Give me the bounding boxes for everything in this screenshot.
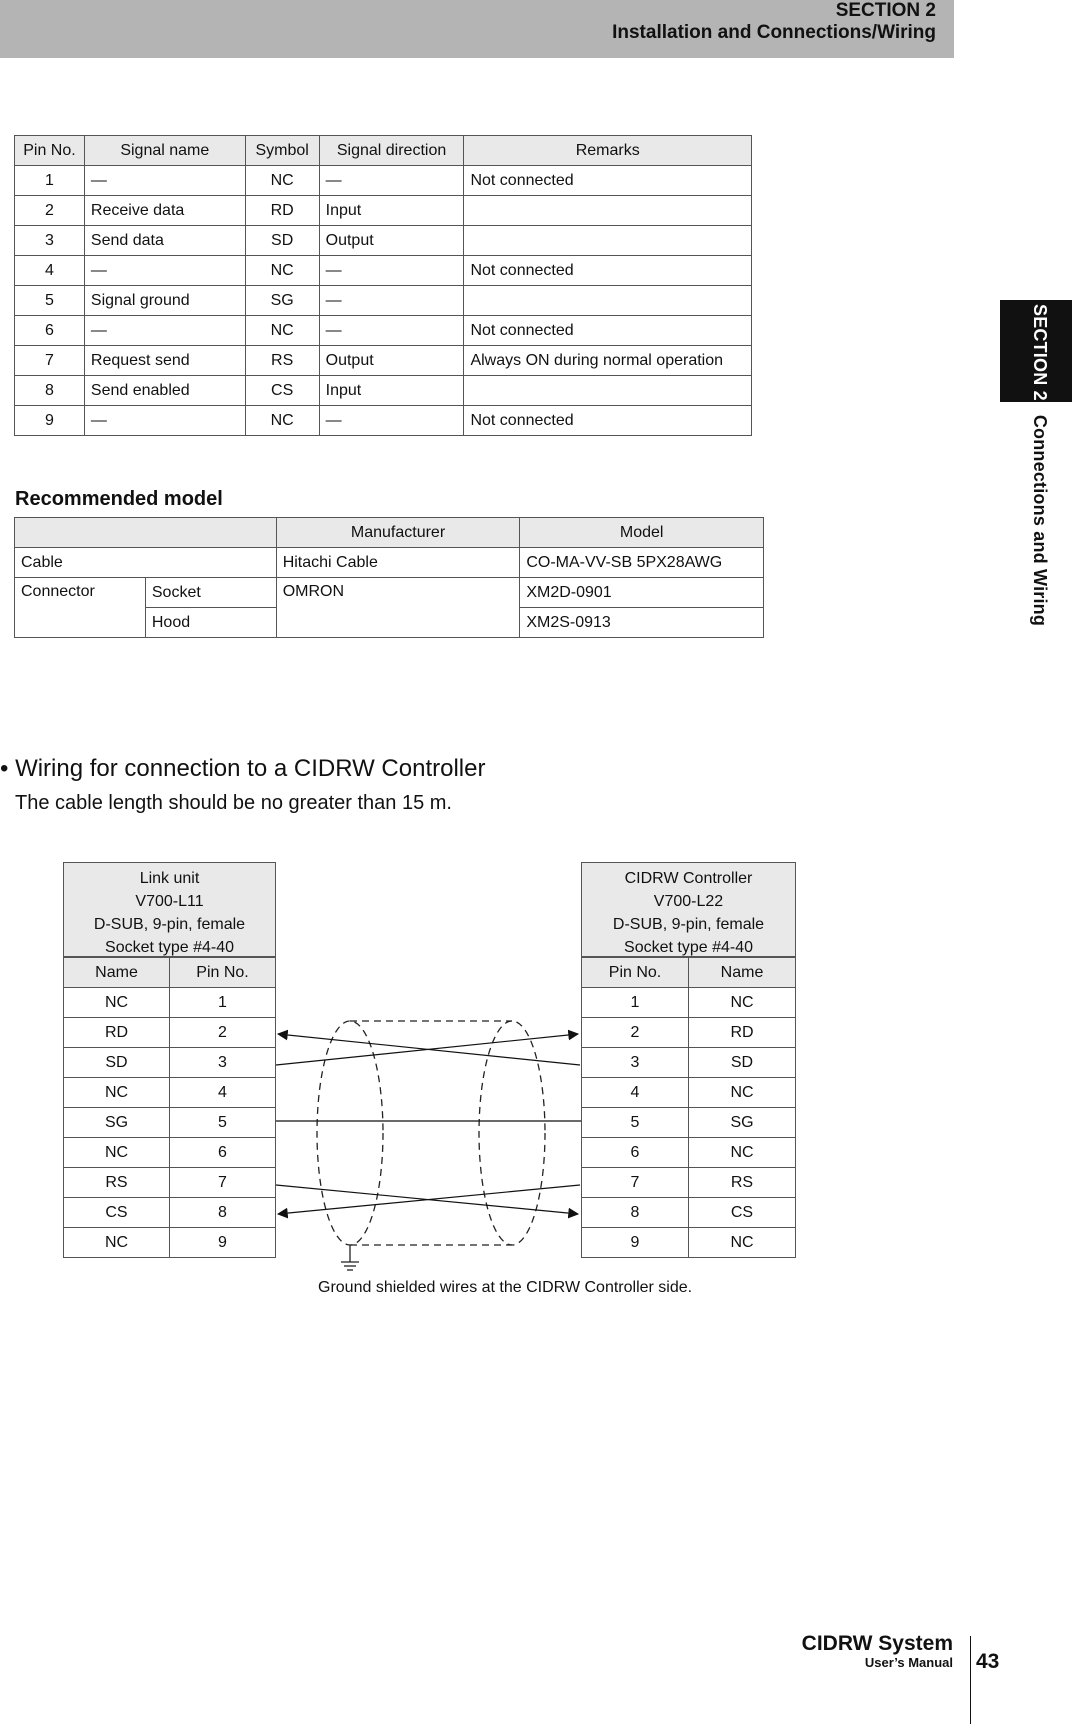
cell: 6 xyxy=(170,1138,276,1168)
cell: 2 xyxy=(170,1018,276,1048)
cell: 4 xyxy=(170,1078,276,1108)
socket-model: XM2D-0901 xyxy=(520,578,764,608)
cell: SG xyxy=(64,1108,170,1138)
cell: RS xyxy=(64,1168,170,1198)
header-line: D-SUB, 9-pin, female xyxy=(612,916,765,933)
cable-model: CO-MA-VV-SB 5PX28AWG xyxy=(520,548,764,578)
cell: SG xyxy=(689,1108,796,1138)
cell: Output xyxy=(319,346,464,376)
col-signal-name: Signal name xyxy=(84,136,245,166)
cell: 9 xyxy=(170,1228,276,1258)
cell: — xyxy=(84,406,245,436)
cell: Not connected xyxy=(464,166,752,196)
connector-maker: OMRON xyxy=(276,578,520,638)
cell: 7 xyxy=(582,1168,689,1198)
page-number: 43 xyxy=(976,1650,1000,1673)
cell: 4 xyxy=(15,256,85,286)
cell: CS xyxy=(689,1198,796,1228)
header-line: CIDRW Controller xyxy=(624,870,753,887)
col-pin-no: Pin No. xyxy=(15,136,85,166)
cable-maker: Hitachi Cable xyxy=(276,548,520,578)
cell: Receive data xyxy=(84,196,245,226)
cell: Not connected xyxy=(464,406,752,436)
cell: Request send xyxy=(84,346,245,376)
cell: NC xyxy=(64,1078,170,1108)
cell: — xyxy=(319,406,464,436)
ground-icon xyxy=(341,1245,359,1270)
col-model: Model xyxy=(520,518,764,548)
cell: NC xyxy=(689,1138,796,1168)
header-line: Link unit xyxy=(139,870,200,887)
header-line: Socket type #4-40 xyxy=(105,939,234,956)
cell: Input xyxy=(319,196,464,226)
cell: 1 xyxy=(582,988,689,1018)
cell: 3 xyxy=(582,1048,689,1078)
cell: RS xyxy=(689,1168,796,1198)
cell: — xyxy=(319,166,464,196)
cell: 8 xyxy=(582,1198,689,1228)
col-pin-no: Pin No. xyxy=(170,958,276,988)
cell: 2 xyxy=(15,196,85,226)
col-name: Name xyxy=(64,958,170,988)
col-manufacturer: Manufacturer xyxy=(276,518,520,548)
cell: 2 xyxy=(582,1018,689,1048)
cell: 6 xyxy=(15,316,85,346)
cell: 5 xyxy=(15,286,85,316)
cable-shield xyxy=(317,1021,545,1245)
cell: SD xyxy=(689,1048,796,1078)
cell: 1 xyxy=(170,988,276,1018)
side-tab-section: SECTION 2 xyxy=(1030,304,1050,401)
cell: CS xyxy=(245,376,319,406)
cell: Send data xyxy=(84,226,245,256)
hood-model: XM2S-0913 xyxy=(520,608,764,638)
cell: NC xyxy=(64,1228,170,1258)
cell: 3 xyxy=(15,226,85,256)
cell: NC xyxy=(689,1078,796,1108)
connector-label: Connector xyxy=(15,578,146,638)
cell: SG xyxy=(245,286,319,316)
wiring-subtitle: The cable length should be no greater than 15 m. xyxy=(15,792,452,814)
cell: 7 xyxy=(15,346,85,376)
cell: Send enabled xyxy=(84,376,245,406)
cell: NC xyxy=(64,1138,170,1168)
cell: 5 xyxy=(170,1108,276,1138)
header-line: Socket type #4-40 xyxy=(624,939,753,956)
ground-note: Ground shielded wires at the CIDRW Controller side. xyxy=(318,1279,693,1296)
cell: — xyxy=(319,316,464,346)
cell: — xyxy=(84,166,245,196)
cell: Signal ground xyxy=(84,286,245,316)
cell: Not connected xyxy=(464,256,752,286)
header-line: D-SUB, 9-pin, female xyxy=(93,916,246,933)
col-pin-no: Pin No. xyxy=(582,958,689,988)
cell: 1 xyxy=(15,166,85,196)
cell: Input xyxy=(319,376,464,406)
cell: RS xyxy=(245,346,319,376)
cell: — xyxy=(84,316,245,346)
col-remarks: Remarks xyxy=(464,136,752,166)
cell: RD xyxy=(245,196,319,226)
cell: — xyxy=(319,256,464,286)
socket-label: Socket xyxy=(145,578,276,608)
cell: NC xyxy=(64,988,170,1018)
cell: 5 xyxy=(582,1108,689,1138)
cell: NC xyxy=(245,166,319,196)
hood-label: Hood xyxy=(145,608,276,638)
footer-subtitle: User’s Manual xyxy=(864,1655,953,1670)
cell: — xyxy=(84,256,245,286)
col-signal-direction: Signal direction xyxy=(319,136,464,166)
cell: NC xyxy=(689,1228,796,1258)
cell: SD xyxy=(64,1048,170,1078)
cell: Not connected xyxy=(464,316,752,346)
cell: 9 xyxy=(582,1228,689,1258)
cell: 8 xyxy=(15,376,85,406)
cell: NC xyxy=(245,406,319,436)
cell: NC xyxy=(689,988,796,1018)
wiring-title: • Wiring for connection to a CIDRW Controller xyxy=(0,755,486,782)
header-title: Installation and Connections/Wiring xyxy=(612,22,936,43)
cell: 6 xyxy=(582,1138,689,1168)
header-section: SECTION 2 xyxy=(835,0,936,21)
cell: SD xyxy=(245,226,319,256)
cell: 9 xyxy=(15,406,85,436)
shield-right-ellipse xyxy=(479,1021,545,1245)
footer-divider xyxy=(970,1636,971,1724)
cell: RD xyxy=(689,1018,796,1048)
cable-label: Cable xyxy=(15,548,277,578)
cell: 7 xyxy=(170,1168,276,1198)
side-tab-label: Connections and Wiring xyxy=(1030,414,1050,627)
cell: 4 xyxy=(582,1078,689,1108)
cell: Always ON during normal operation xyxy=(464,346,752,376)
cell: NC xyxy=(245,256,319,286)
col-symbol: Symbol xyxy=(245,136,319,166)
header-line: V700-L22 xyxy=(653,893,724,910)
header-line: V700-L11 xyxy=(135,893,204,910)
cell: 3 xyxy=(170,1048,276,1078)
cell: NC xyxy=(245,316,319,346)
cell: 8 xyxy=(170,1198,276,1228)
recommended-model-title: Recommended model xyxy=(15,488,223,510)
cell: RD xyxy=(64,1018,170,1048)
footer-title: CIDRW System xyxy=(801,1632,953,1655)
cell: Output xyxy=(319,226,464,256)
cell: — xyxy=(319,286,464,316)
col-name: Name xyxy=(689,958,796,988)
cell: CS xyxy=(64,1198,170,1228)
